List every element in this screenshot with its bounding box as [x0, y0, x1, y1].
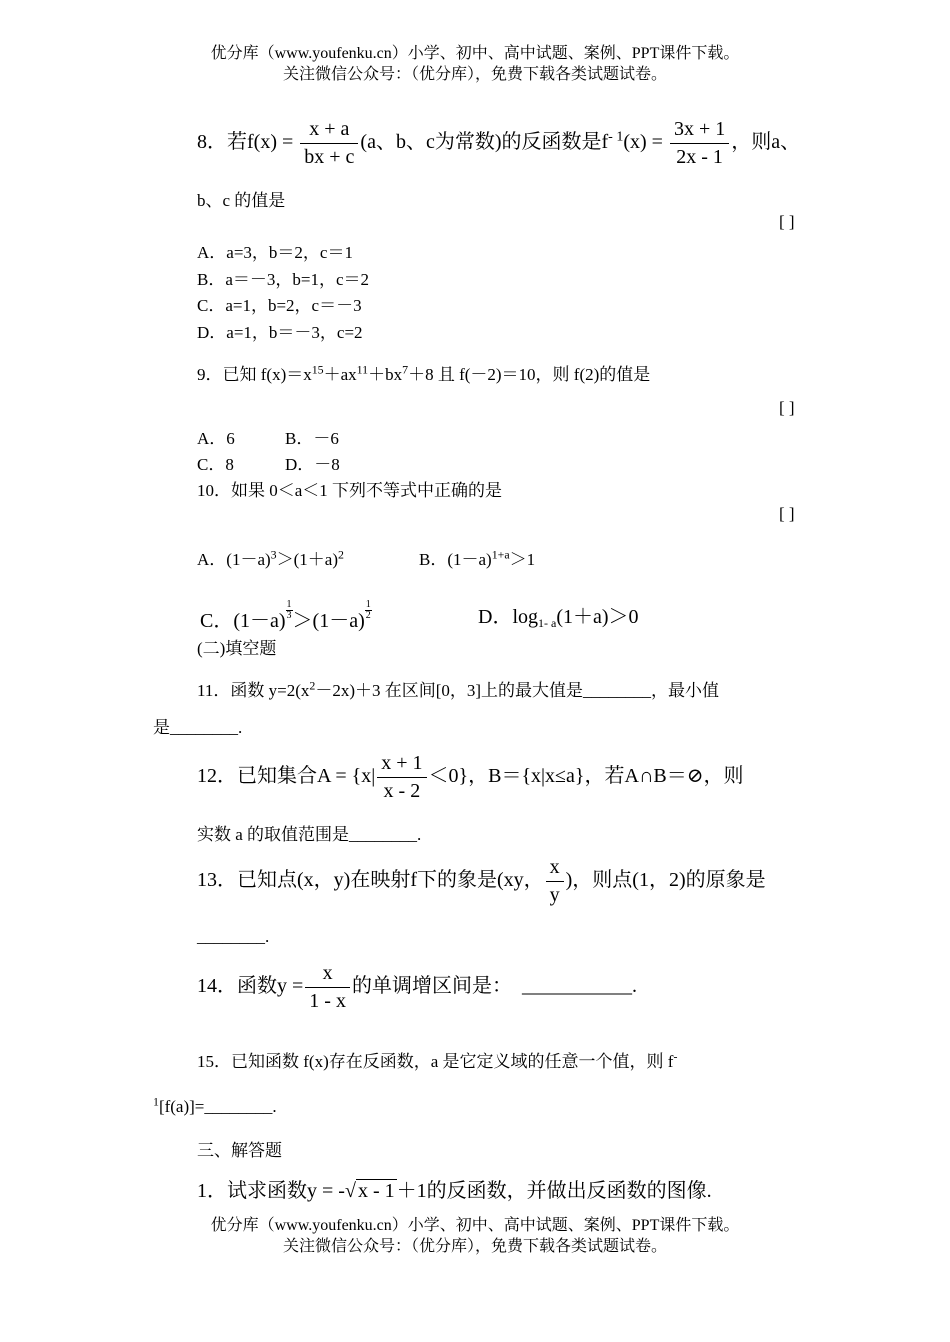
header-line-2: 关注微信公众号：（优分库），免费下载各类试题试卷。 — [282, 66, 667, 83]
q10-option-b — [419, 545, 535, 570]
q9-answer-bracket: [ ] — [779, 398, 795, 417]
q10-c-exp-fraction-1 — [286, 600, 293, 621]
q15-line-1-text: 15．已知函数 f(x)存在反函数，a 是它定义域的任意一个值，则 f — [197, 1052, 674, 1071]
q8-prefix: 8．若f(x) = — [197, 131, 294, 154]
question-11-line-2: 是________. — [153, 718, 243, 737]
question-13-line-2: ________. — [197, 927, 270, 946]
q10-a-exp-1: 3 — [270, 547, 277, 562]
question-15-line-2 — [153, 1094, 277, 1117]
q9-option-a: A．6 — [197, 429, 235, 448]
q12-part-2: ＜0}，B＝{x|x≤a}，若A∩B＝⊘，则 — [428, 765, 744, 788]
q10-b-rest: ＞1 — [509, 550, 536, 569]
q10-c-exp2-den: 2 — [365, 610, 371, 621]
q8-answer-bracket: [ ] — [779, 212, 795, 231]
q9-option-c: C．8 — [197, 455, 234, 474]
q9-part-2: ＋ax — [323, 365, 357, 384]
q10-answer-bracket: [ ] — [779, 504, 795, 523]
q13-part-2: )，则点(1，2)的原象是 — [565, 869, 766, 892]
q13-denominator: y — [549, 884, 560, 906]
header-line-1: 优分库（www.youfenku.cn）小学、初中、高中试题、案例、PPT课件下载。 — [210, 45, 740, 62]
q14-numerator: x — [305, 962, 350, 988]
s1-part-2: ＋1的反函数，并做出反函数的图像. — [396, 1180, 712, 1202]
q14-part-1: 14．函数y = — [197, 975, 304, 998]
question-15-line-1 — [197, 1047, 677, 1072]
footer-line-2: 关注微信公众号：（优分库），免费下载各类试题试卷。 — [282, 1238, 667, 1255]
q10-c-exp-fraction-2 — [365, 600, 372, 621]
q8-inverse-sup: - 1 — [608, 129, 624, 145]
sqrt-symbol: √ — [344, 1180, 356, 1202]
q11-exp: 2 — [309, 678, 316, 693]
q10-option-d — [478, 600, 639, 629]
q10-c-exp1-den: 3 — [286, 610, 292, 621]
q8-after-inverse: (x) = — [623, 131, 663, 154]
q8-frac2-numerator: 3x + 1 — [670, 118, 729, 144]
q15-line-2-text: [f(a)]=________. — [158, 1097, 277, 1116]
q10-a-base: A．(1－a) — [197, 550, 271, 569]
q10-a-rest: ＞(1＋a) — [276, 550, 338, 569]
q9-part-1: 9．已知 f(x)＝x — [197, 365, 312, 384]
q8-frac1-denominator: bx + c — [304, 146, 355, 168]
q9-option-d: D．－8 — [285, 455, 340, 474]
q8-option-c: C．a=1，b=2，c＝－3 — [197, 296, 362, 315]
q10-c-rest: ＞(1－a) — [292, 610, 365, 632]
section-fill-in-heading: (二)填空题 — [197, 639, 277, 658]
q8-middle: (a、b、c为常数)的反函数是f — [360, 131, 609, 154]
question-12-line-1 — [197, 752, 744, 803]
footer-line-1: 优分库（www.youfenku.cn）小学、初中、高中试题、案例、PPT课件下载。 — [210, 1217, 740, 1234]
question-13-line-1 — [197, 856, 766, 907]
q14-end: . — [631, 975, 637, 998]
q10-b-base: B．(1－a) — [419, 550, 492, 569]
q14-denominator: 1 - x — [309, 990, 346, 1012]
q8-frac2-denominator: 2x - 1 — [676, 146, 723, 168]
q9-exp-2: 11 — [356, 362, 369, 377]
q10-c-exp2-num: 1 — [365, 599, 371, 610]
q9-part-3: ＋bx — [368, 365, 403, 384]
question-8-stem — [197, 118, 800, 169]
s1-part-1: 1．试求函数y = - — [197, 1180, 345, 1202]
q8-option-a: A．a=3，b＝2，c＝1 — [197, 243, 353, 262]
q10-a-exp-2: 2 — [337, 547, 344, 562]
q9-exp-1: 15 — [311, 362, 324, 377]
q12-part-1: 12．已知集合A = {x| — [197, 765, 376, 788]
q14-answer-blank: ___________ — [521, 975, 632, 998]
question-11-line-1 — [197, 676, 719, 701]
q12-denominator: x - 2 — [383, 780, 421, 802]
q8-option-b: B．a＝－3，b=1，c＝2 — [197, 270, 370, 289]
q9-part-4: ＋8 且 f(－2)＝10，则 f(2)的值是 — [408, 365, 651, 384]
q12-numerator: x + 1 — [377, 752, 426, 778]
q8-frac1-numerator: x + a — [300, 118, 358, 144]
q9-exp-3: 7 — [402, 362, 409, 377]
q8-fraction-2 — [670, 118, 729, 169]
question-8-line-2: b、c 的值是 — [197, 191, 286, 210]
q10-c-base: C．(1－a) — [200, 610, 286, 632]
question-9-stem — [197, 360, 650, 385]
q10-d-log: D．log — [478, 606, 538, 628]
q11-part-2: －2x)＋3 在区间[0，3]上的最大值是________，最小值 — [315, 681, 720, 700]
q10-option-c — [200, 600, 372, 633]
q11-part-1: 11．函数 y=2(x — [197, 681, 310, 700]
question-12-line-2: 实数 a 的取值范围是________. — [197, 825, 422, 844]
section-solve-heading: 三、解答题 — [197, 1141, 282, 1160]
q15-sup: 1 — [153, 1094, 159, 1109]
s1-radicand: x - 1 — [357, 1180, 395, 1202]
q8-fraction-1 — [300, 118, 358, 169]
q14-part-2: 的单调增区间是： — [351, 975, 512, 998]
q15-dash: - — [673, 1049, 678, 1064]
question-14 — [197, 962, 637, 1013]
q10-d-rest: (1＋a)＞0 — [556, 606, 639, 628]
q10-d-log-base: 1- a — [538, 616, 557, 631]
q13-fraction — [546, 856, 564, 907]
question-10-stem: 10．如果 0＜a＜1 下列不等式中正确的是 — [197, 481, 503, 500]
q8-option-d: D．a=1，b＝－3，c=2 — [197, 323, 363, 342]
q13-numerator: x — [546, 856, 564, 882]
solve-question-1 — [197, 1174, 712, 1203]
q10-c-exp1-num: 1 — [286, 599, 292, 610]
q8-suffix: ，则a、 — [731, 131, 801, 154]
q9-option-b: B．－6 — [285, 429, 339, 448]
q14-fraction — [305, 962, 350, 1013]
q10-option-a — [197, 545, 344, 570]
q13-part-1: 13．已知点(x，y)在映射f下的象是(xy， — [197, 869, 544, 892]
q10-b-exp: 1+a — [491, 547, 510, 562]
q12-fraction — [377, 752, 426, 803]
